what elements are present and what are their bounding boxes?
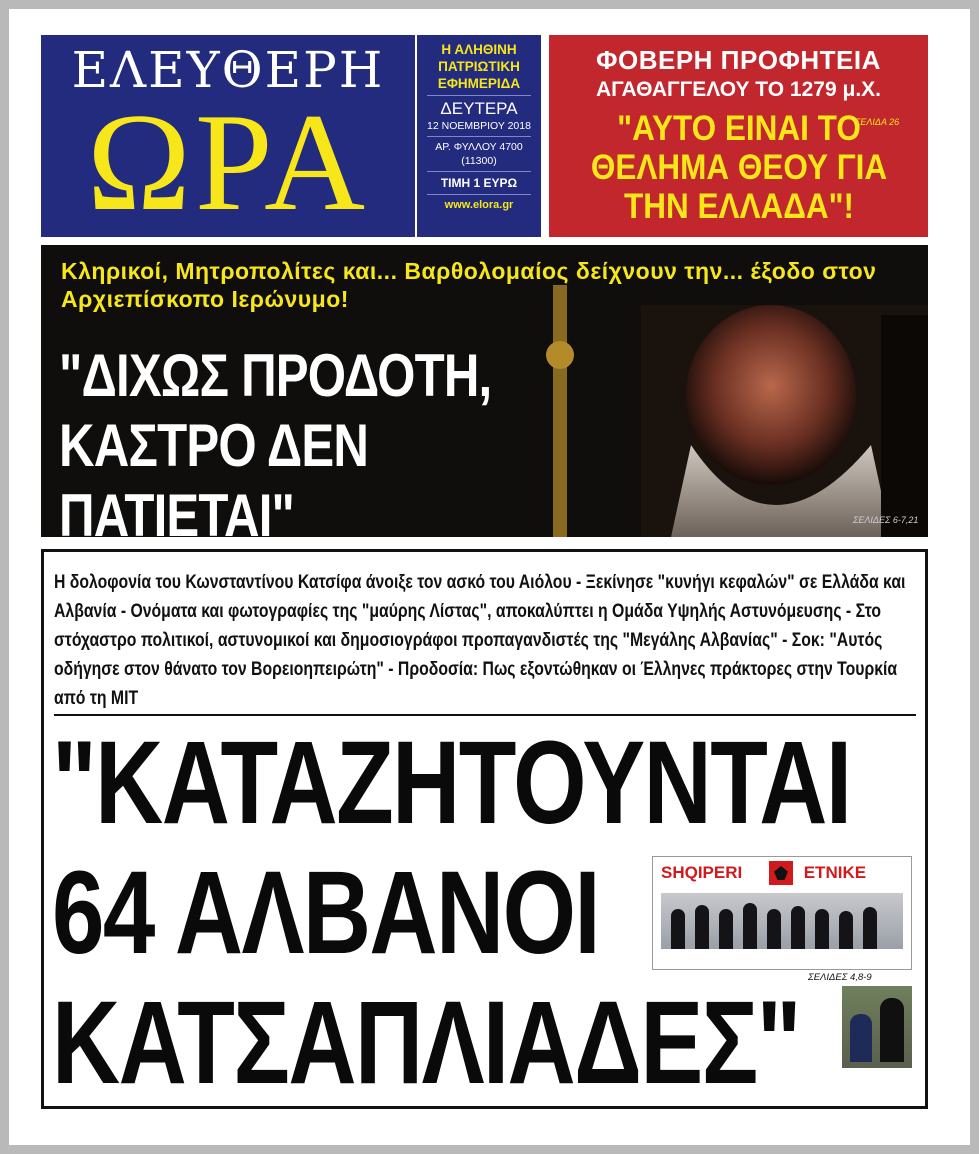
issue-number: ΑΡ. ΦΥΛΛΟΥ 4700 (11300) <box>435 141 523 167</box>
inset-brand-right: ETNIKE <box>803 863 867 882</box>
prophecy-page-ref: ΣΕΛΙΔΑ 26 <box>855 117 900 127</box>
website-link[interactable]: www.elora.gr <box>444 199 514 211</box>
divider <box>427 136 531 137</box>
tagline-line-2: ΠΑΤΡΙΩΤΙΚΗ <box>438 59 520 74</box>
inset-brand-left: SHQIPERI <box>661 863 743 882</box>
archbishop-headline-line-2: ΚΑΣΤΡΟ ΔΕΝ ΠΑΤΙΕΤΑΙ" <box>59 412 369 537</box>
prophecy-story <box>549 35 928 237</box>
albanians-headline-line-2: 64 ΑΛΒΑΝΟΙ <box>52 847 600 979</box>
edition-date: 12 ΝΟΕΜΒΡΙΟΥ 2018 <box>427 120 531 132</box>
edition-info-box <box>417 35 541 237</box>
archbishop-headline-line-1: "ΔΙΧΩΣ ΠΡΟΔΟΤΗ, <box>59 342 492 409</box>
albanians-headline-line-3: ΚΑΤΣΑΠΛΙΑΔΕΣ" <box>52 977 800 1109</box>
newspaper-front-page <box>9 9 970 1145</box>
tagline-line-3: ΕΦΗΜΕΡΙΔΑ <box>437 76 521 91</box>
divider <box>427 194 531 195</box>
suspects-photo <box>842 986 912 1068</box>
archbishop-kicker: Κληρικοί, Μητροπολίτες και... Βαρθολομαίος δείχνουν την... έξοδο στον Αρχιεπίσκοπο Ιερώνυμο! <box>61 258 877 312</box>
tagline-line-1: Η ΑΛΗΘΙΝΗ <box>441 42 517 57</box>
prophecy-quote: "ΑΥΤΟ ΕΙΝΑΙ ΤΟ ΘΕΛΗΜΑ ΘΕΟΥ ΓΙΑ ΤΗΝ ΕΛΛΑΔΑ"! <box>590 109 888 226</box>
masthead <box>41 35 415 240</box>
edition-day: ΔΕΥΤΕΡΑ <box>440 99 518 118</box>
albanians-page-ref: ΣΕΛΙΔΕΣ 4,8-9 <box>808 972 872 983</box>
albanians-headline-line-1: "ΚΑΤΑΖΗΤΟΥΝΤΑΙ <box>52 717 851 849</box>
divider <box>427 95 531 96</box>
archbishop-page-ref: ΣΕΛΙΔΕΣ 6-7,21 <box>853 515 919 525</box>
albanians-deck-text: Η δολοφονία του Κωνσταντίνου Κατσίφα άνοιξε τον ασκό του Αιόλου - Ξεκίνησε "κυνήγι κεφαλών" σε Ελλάδα και Αλβανία - Ονόματα και φωτογραφίες της "μαύρης Λίστας", αποκαλύπτει η Ομάδα Υψηλής Αστυνόμευσης - Στο στόχαστρο πολιτικοί, αστυνομικοί και δημοσιογράφοι προπαγανδιστές της "Μεγάλης Αλβανίας" - Σοκ: "Αυτός οδήγησε στον θάνατο τον Βορειοηπειρώτη" - Προδοσία: Πως εξοντώθηκαν οι Έλληνες πράκτορες στην Τουρκία από τη ΜΙΤ <box>54 571 906 709</box>
archbishop-story <box>41 245 928 537</box>
albanians-deck <box>54 568 914 716</box>
inset-photo <box>661 893 903 949</box>
divider <box>427 171 531 172</box>
price: ΤΙΜΗ 1 ΕΥΡΩ <box>440 176 518 190</box>
masthead-title: ΩΡΑ <box>86 85 370 240</box>
albanians-story <box>41 549 928 1109</box>
archbishop-headline <box>59 341 567 537</box>
prophecy-headline: ΦΟΒΕΡΗ ΠΡΟΦΗΤΕΙΑ <box>596 45 881 75</box>
shqiperi-etnike-inset <box>652 856 912 970</box>
prophecy-subhead: ΑΓΑΘΑΓΓΕΛΟΥ ΤΟ 1279 μ.Χ. <box>595 78 882 101</box>
masthead-name: ΕΛΕΥΘΕΡΗ <box>71 41 385 99</box>
eagle-flag-icon <box>769 861 793 885</box>
divider <box>54 714 916 716</box>
